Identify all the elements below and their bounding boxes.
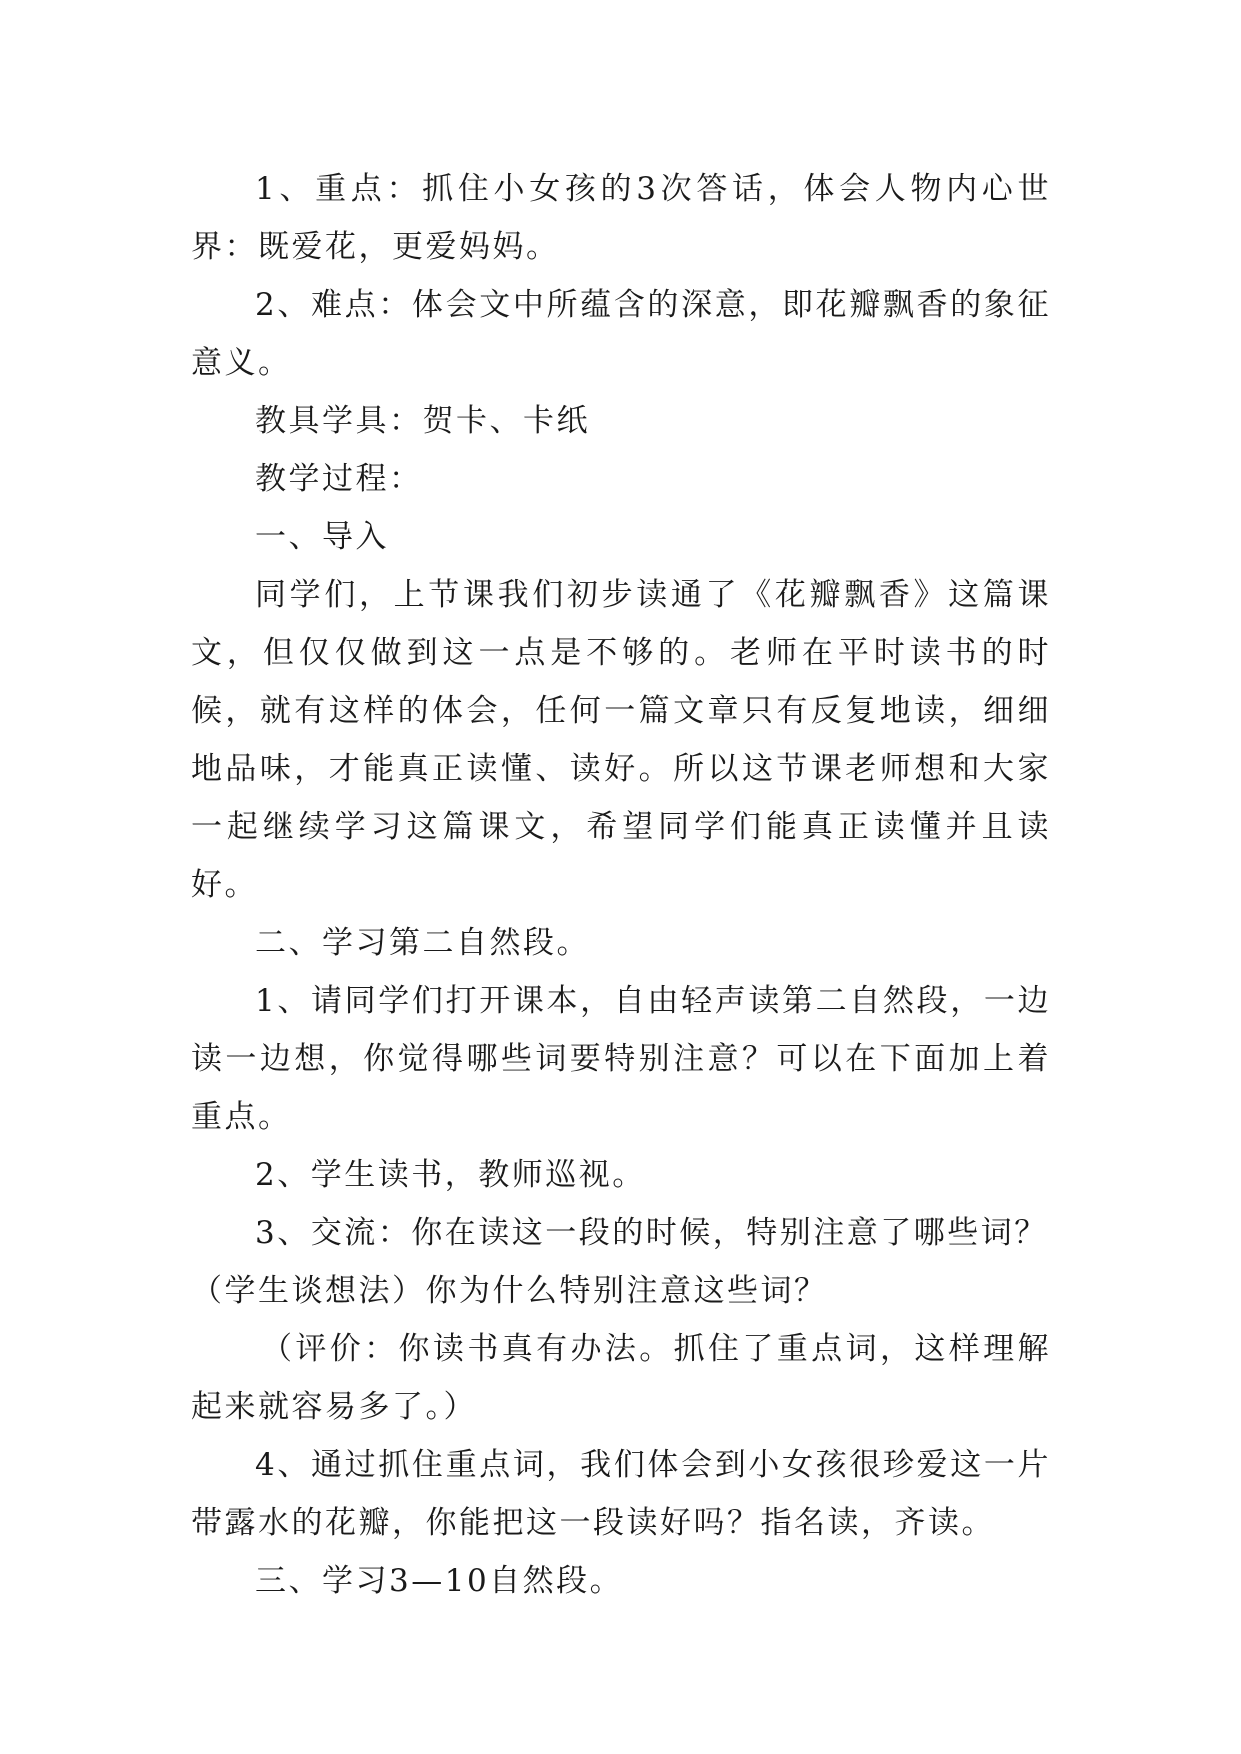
paragraph-difficult-point: 2、难点：体会文中所蕴含的深意，即花瓣飘香的象征意义。 xyxy=(191,287,1051,381)
section-heading-paragraph-two: 二、学习第二自然段。 xyxy=(255,925,590,961)
section-heading-intro: 一、导入 xyxy=(255,519,389,555)
paragraph-key-point: 1、重点：抓住小女孩的3次答话，体会人物内心世界：既爱花，更爱妈妈。 xyxy=(191,171,1051,265)
paragraph-step-1: 1、请同学们打开课本，自由轻声读第二自然段，一边读一边想，你觉得哪些词要特别注意？可以在下面加上着重点。 xyxy=(191,983,1051,1135)
paragraph-teaching-aids: 教具学具：贺卡、卡纸 xyxy=(255,403,590,439)
section-heading-paragraphs-3-10: 三、学习3—10自然段。 xyxy=(255,1563,624,1599)
paragraph-intro-text: 同学们，上节课我们初步读通了《花瓣飘香》这篇课文，但仅仅做到这一点是不够的。老师在平时读书的时候，就有这样的体会，任何一篇文章只有反复地读，细细地品味，才能真正读懂、读好。所以这节课老师想和大家一起继续学习这篇课文，希望同学们能真正读懂并且读好。 xyxy=(191,577,1051,903)
paragraph-teaching-process: 教学过程： xyxy=(255,461,423,497)
paragraph-step-3: 3、交流：你在读这一段的时候，特别注意了哪些词？ xyxy=(255,1215,1048,1251)
paragraph-step-2: 2、学生读书，教师巡视。 xyxy=(255,1157,646,1193)
document-body xyxy=(191,160,1051,1610)
paragraph-evaluation: （评价：你读书真有办法。抓住了重点词，这样理解起来就容易多了。） xyxy=(191,1331,1051,1425)
paragraph-student-ideas: （学生谈想法）你为什么特别注意这些词？ xyxy=(191,1273,828,1309)
paragraph-step-4: 4、通过抓住重点词，我们体会到小女孩很珍爱这一片带露水的花瓣，你能把这一段读好吗？指名读，齐读。 xyxy=(191,1447,1051,1541)
